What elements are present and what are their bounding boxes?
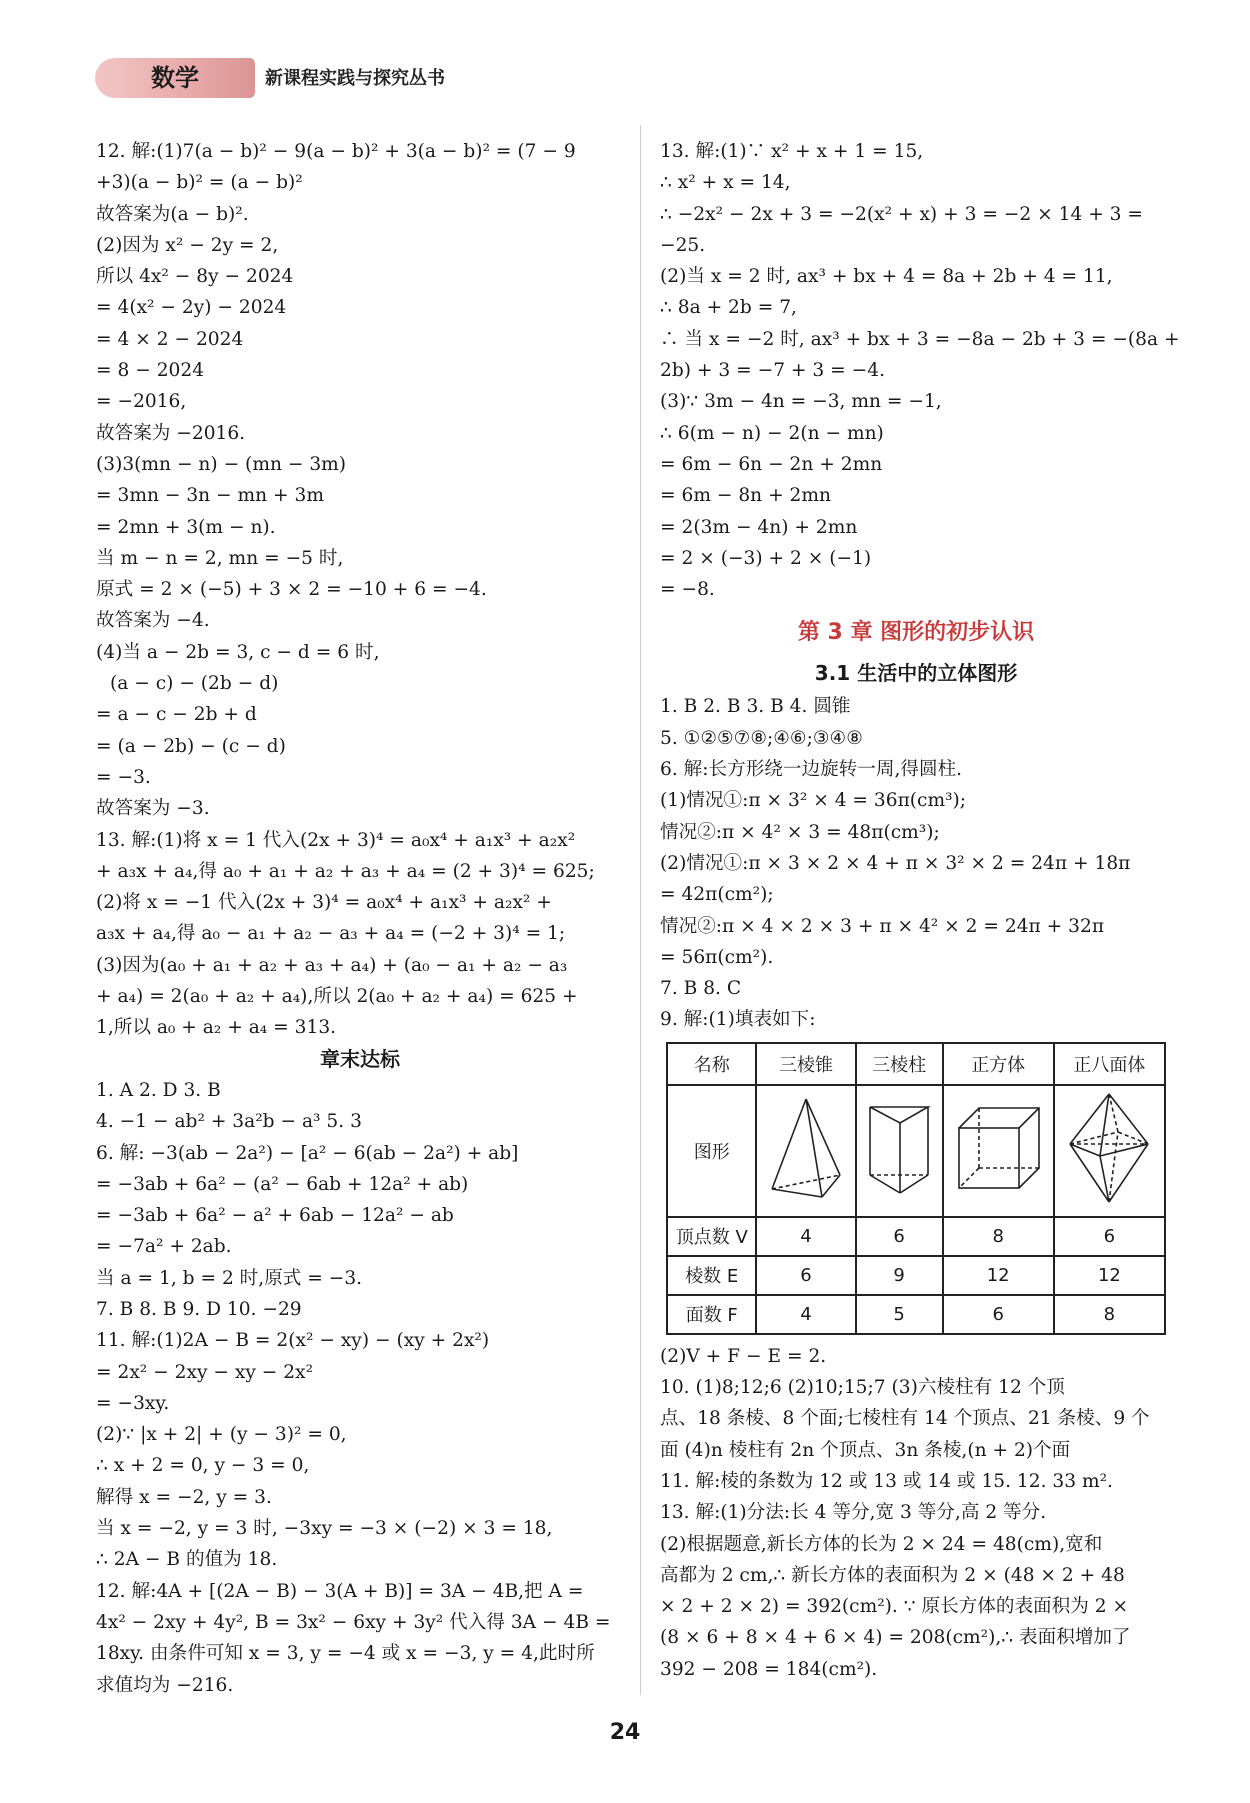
- text-line: = 2 × (−3) + 2 × (−1): [660, 547, 872, 569]
- page-number: 24: [609, 1720, 641, 1745]
- series-title: 新课程实践与探究丛书: [265, 68, 445, 89]
- text-line: = a − c − 2b + d: [96, 704, 257, 726]
- text-line: = 4(x² − 2y) − 2024: [96, 297, 287, 319]
- table-header-cell: 名称: [667, 1043, 756, 1085]
- text-line: 10. (1)8;12;6 (2)10;15;7 (3)六棱柱有 12 个顶: [660, 1377, 1065, 1399]
- text-line: 故答案为 −2016.: [96, 422, 246, 444]
- text-line: 故答案为(a − b)².: [96, 203, 249, 225]
- cube-figure: [943, 1085, 1054, 1217]
- text-line: 点、18 条棱、8 个面;七棱柱有 14 个顶点、21 条棱、9 个: [660, 1408, 1150, 1430]
- right-top-block: [660, 136, 1180, 605]
- row-label: 棱数 E: [667, 1256, 756, 1295]
- triangular-prism-figure: [856, 1085, 943, 1217]
- text-line: 故答案为 −3.: [96, 798, 210, 820]
- row-label: 面数 F: [667, 1295, 756, 1334]
- text-line: = −3xy.: [96, 1392, 170, 1414]
- text-line: 面 (4)n 棱柱有 2n 个顶点、3n 条棱,(n + 2)个面: [660, 1439, 1071, 1461]
- text-line: ∴ x² + x = 14,: [660, 172, 791, 194]
- text-line: 13. 解:(1)∵ x² + x + 1 = 15,: [660, 141, 924, 162]
- table-cell: 4: [756, 1217, 855, 1256]
- octahedron-figure: [1054, 1085, 1165, 1217]
- table-header-cell: 三棱柱: [856, 1043, 943, 1085]
- text-line: (2)情况①:π × 3 × 2 × 4 + π × 3² × 2 = 24π + 18π: [660, 852, 1131, 874]
- text-line: 1. A 2. D 3. B: [96, 1079, 221, 1101]
- table-row: [667, 1295, 1165, 1334]
- text-line: 5. ①②⑤⑦⑧;④⑥;③④⑧: [660, 727, 863, 749]
- table-cell: 6: [756, 1256, 855, 1295]
- text-line: (8 × 6 + 8 × 4 + 6 × 4) = 208(cm²),∴ 表面积增加了: [660, 1627, 1131, 1649]
- text-line: = −3ab + 6a² − a² + 6ab − 12a² − ab: [96, 1205, 454, 1227]
- text-line: 求值均为 −216.: [96, 1674, 234, 1696]
- text-line: 6. 解:长方形绕一边旋转一周,得圆柱.: [660, 759, 963, 781]
- text-line: (a − c) − (2b − d): [110, 673, 279, 695]
- text-line: 13. 解:(1)分法:长 4 等分,宽 3 等分,高 2 等分.: [660, 1502, 1047, 1524]
- right-mid-block: [660, 691, 1172, 1035]
- text-line: 2b) + 3 = −7 + 3 = −4.: [660, 360, 885, 382]
- text-line: = −8.: [660, 579, 715, 601]
- right-column: [660, 136, 1180, 1685]
- text-line: 情况②:π × 4 × 2 × 3 + π × 4² × 2 = 24π + 32π: [660, 915, 1105, 937]
- text-line: (2)因为 x² − 2y = 2,: [96, 234, 279, 256]
- text-line: 解得 x = −2, y = 3.: [96, 1486, 272, 1508]
- text-line: (3)∵ 3m − 4n = −3, mn = −1,: [660, 391, 942, 413]
- text-line: 13. 解:(1)将 x = 1 代入(2x + 3)⁴ = a₀x⁴ + a₁x³ + a₂x²: [96, 829, 576, 851]
- chapter-title: 第 3 章 图形的初步认识: [797, 620, 1035, 646]
- table-cell: 8: [1054, 1295, 1165, 1334]
- table-cell: 9: [856, 1256, 943, 1295]
- table-cell: 6: [1054, 1217, 1165, 1256]
- table-cell: 5: [856, 1295, 943, 1334]
- text-line: 12. 解:(1)7(a − b)² − 9(a − b)² + 3(a − b)² = (7 − 9: [96, 141, 576, 162]
- text-line: 11. 解:棱的条数为 12 或 13 或 14 或 15. 12. 33 m².: [660, 1470, 1113, 1492]
- text-line: × 2 + 2 × 2) = 392(cm²). ∵ 原长方体的表面积为 2 ×: [660, 1596, 1129, 1618]
- left-column: [96, 136, 624, 1701]
- text-line: 当 m − n = 2, mn = −5 时,: [96, 547, 344, 569]
- text-line: +3)(a − b)² = (a − b)²: [96, 172, 303, 194]
- section-heading: 章末达标: [320, 1046, 400, 1071]
- text-line: = −2016,: [96, 391, 187, 413]
- text-line: 当 x = −2, y = 3 时, −3xy = −3 × (−2) × 3 = 18,: [96, 1518, 553, 1540]
- text-line: 原式 = 2 × (−5) + 3 × 2 = −10 + 6 = −4.: [96, 579, 487, 601]
- text-line: (2)V + F − E = 2.: [660, 1345, 827, 1367]
- text-line: ∴ x + 2 = 0, y − 3 = 0,: [96, 1455, 310, 1477]
- text-line: (2)根据题意,新长方体的长为 2 × 24 = 48(cm),宽和: [660, 1533, 1103, 1555]
- row-label: 顶点数 V: [667, 1217, 756, 1256]
- text-line: 1. B 2. B 3. B 4. 圆锥: [660, 696, 851, 718]
- text-line: (1)情况①:π × 3² × 4 = 36π(cm³);: [660, 790, 967, 812]
- text-line: 11. 解:(1)2A − B = 2(x² − xy) − (xy + 2x²): [96, 1330, 490, 1352]
- text-line: (2)将 x = −1 代入(2x + 3)⁴ = a₀x⁴ + a₁x³ + a₂x² +: [96, 892, 552, 914]
- table-row: [667, 1256, 1165, 1295]
- column-divider: [640, 125, 641, 1695]
- text-line: −25.: [660, 234, 706, 256]
- text-line: + a₄) = 2(a₀ + a₂ + a₄),所以 2(a₀ + a₂ + a₄) = 625 +: [96, 986, 578, 1008]
- text-line: 当 a = 1, b = 2 时,原式 = −3.: [96, 1267, 363, 1289]
- text-line: (4)当 a − 2b = 3, c − d = 6 时,: [96, 641, 380, 663]
- right-bottom-block: [660, 1341, 1172, 1685]
- text-line: 9. 解:(1)填表如下:: [660, 1009, 816, 1031]
- text-line: 7. B 8. B 9. D 10. −29: [96, 1298, 302, 1320]
- text-line: 4. −1 − ab² + 3a²b − a³ 5. 3: [96, 1111, 362, 1133]
- triangular-pyramid-figure: [756, 1085, 855, 1217]
- table-figure-row: [667, 1085, 1165, 1217]
- text-line: = (a − 2b) − (c − d): [96, 735, 286, 757]
- table-cell: 4: [756, 1295, 855, 1334]
- table-cell: 12: [1054, 1256, 1165, 1295]
- text-line: (3)3(mn − n) − (mn − 3m): [96, 453, 347, 475]
- text-line: = 8 − 2024: [96, 360, 205, 382]
- text-line: ∴ 当 x = −2 时, ax³ + bx + 3 = −8a − 2b + 3 = −(8a +: [660, 328, 1180, 350]
- table-header-cell: 正八面体: [1054, 1043, 1165, 1085]
- text-line: = 42π(cm²);: [660, 884, 774, 906]
- text-line: = 2mn + 3(m − n).: [96, 516, 276, 538]
- table-header-row: [667, 1043, 1165, 1085]
- text-line: = 4 × 2 − 2024: [96, 328, 244, 350]
- text-line: = 6m − 6n − 2n + 2mn: [660, 453, 883, 475]
- subject-label: 数学: [95, 58, 255, 98]
- text-line: ∴ 2A − B 的值为 18.: [96, 1549, 278, 1571]
- text-line: = −7a² + 2ab.: [96, 1236, 232, 1258]
- text-line: 所以 4x² − 8y − 2024: [96, 266, 294, 288]
- text-line: ∴ 6(m − n) − 2(n − mn): [660, 422, 884, 444]
- text-line: 故答案为 −4.: [96, 610, 210, 632]
- text-line: 7. B 8. C: [660, 978, 742, 1000]
- text-line: = −3.: [96, 766, 151, 788]
- table-row: [667, 1217, 1165, 1256]
- text-line: 18xy. 由条件可知 x = 3, y = −4 或 x = −3, y = 4,此时所: [96, 1643, 595, 1665]
- text-line: = 3mn − 3n − mn + 3m: [96, 485, 325, 507]
- section-title: 3.1 生活中的立体图形: [814, 661, 1018, 686]
- table-cell: 8: [943, 1217, 1054, 1256]
- text-line: ∴ 8a + 2b = 7,: [660, 297, 797, 319]
- text-line: 392 − 208 = 184(cm²).: [660, 1658, 878, 1680]
- text-line: = 2x² − 2xy − xy − 2x²: [96, 1361, 314, 1383]
- text-line: 6. 解: −3(ab − 2a²) − [a² − 6(ab − 2a²) + ab]: [96, 1142, 519, 1164]
- figure-row-label: 图形: [667, 1085, 756, 1217]
- text-line: (2)当 x = 2 时, ax³ + bx + 4 = 8a + 2b + 4 = 11,: [660, 266, 1113, 288]
- table-cell: 12: [943, 1256, 1054, 1295]
- text-line: ∴ −2x² − 2x + 3 = −2(x² + x) + 3 = −2 × 14 + 3 =: [660, 203, 1144, 225]
- table-header-cell: 三棱锥: [756, 1043, 855, 1085]
- text-line: (3)因为(a₀ + a₁ + a₂ + a₃ + a₄) + (a₀ − a₁ + a₂ − a₃: [96, 954, 568, 976]
- text-line: 4x² − 2xy + 4y², B = 3x² − 6xy + 3y² 代入得 3A − 4B =: [96, 1611, 611, 1633]
- table-cell: 6: [856, 1217, 943, 1256]
- text-line: = 2(3m − 4n) + 2mn: [660, 516, 858, 538]
- table-cell: 6: [943, 1295, 1054, 1334]
- text-line: a₃x + a₄,得 a₀ − a₁ + a₂ − a₃ + a₄ = (−2 + 3)⁴ = 1;: [96, 923, 566, 945]
- text-line: 情况②:π × 4² × 3 = 48π(cm³);: [660, 821, 940, 843]
- text-line: 12. 解:4A + [(2A − B) − 3(A + B)] = 3A − 4B,把 A =: [96, 1580, 584, 1602]
- text-line: = 6m − 8n + 2mn: [660, 485, 831, 507]
- text-line: = 56π(cm²).: [660, 946, 774, 968]
- text-line: = −3ab + 6a² − (a² − 6ab + 12a² + ab): [96, 1173, 469, 1195]
- text-line: 高都为 2 cm,∴ 新长方体的表面积为 2 × (48 × 2 + 48: [660, 1564, 1125, 1586]
- text-line: 1,所以 a₀ + a₂ + a₄ = 313.: [96, 1017, 337, 1039]
- text-line: + a₃x + a₄,得 a₀ + a₁ + a₂ + a₃ + a₄ = (2 + 3)⁴ = 625;: [96, 860, 595, 882]
- text-line: (2)∵ |x + 2| + (y − 3)² = 0,: [96, 1424, 347, 1446]
- solid-figures-table: [666, 1042, 1166, 1335]
- table-header-cell: 正方体: [943, 1043, 1054, 1085]
